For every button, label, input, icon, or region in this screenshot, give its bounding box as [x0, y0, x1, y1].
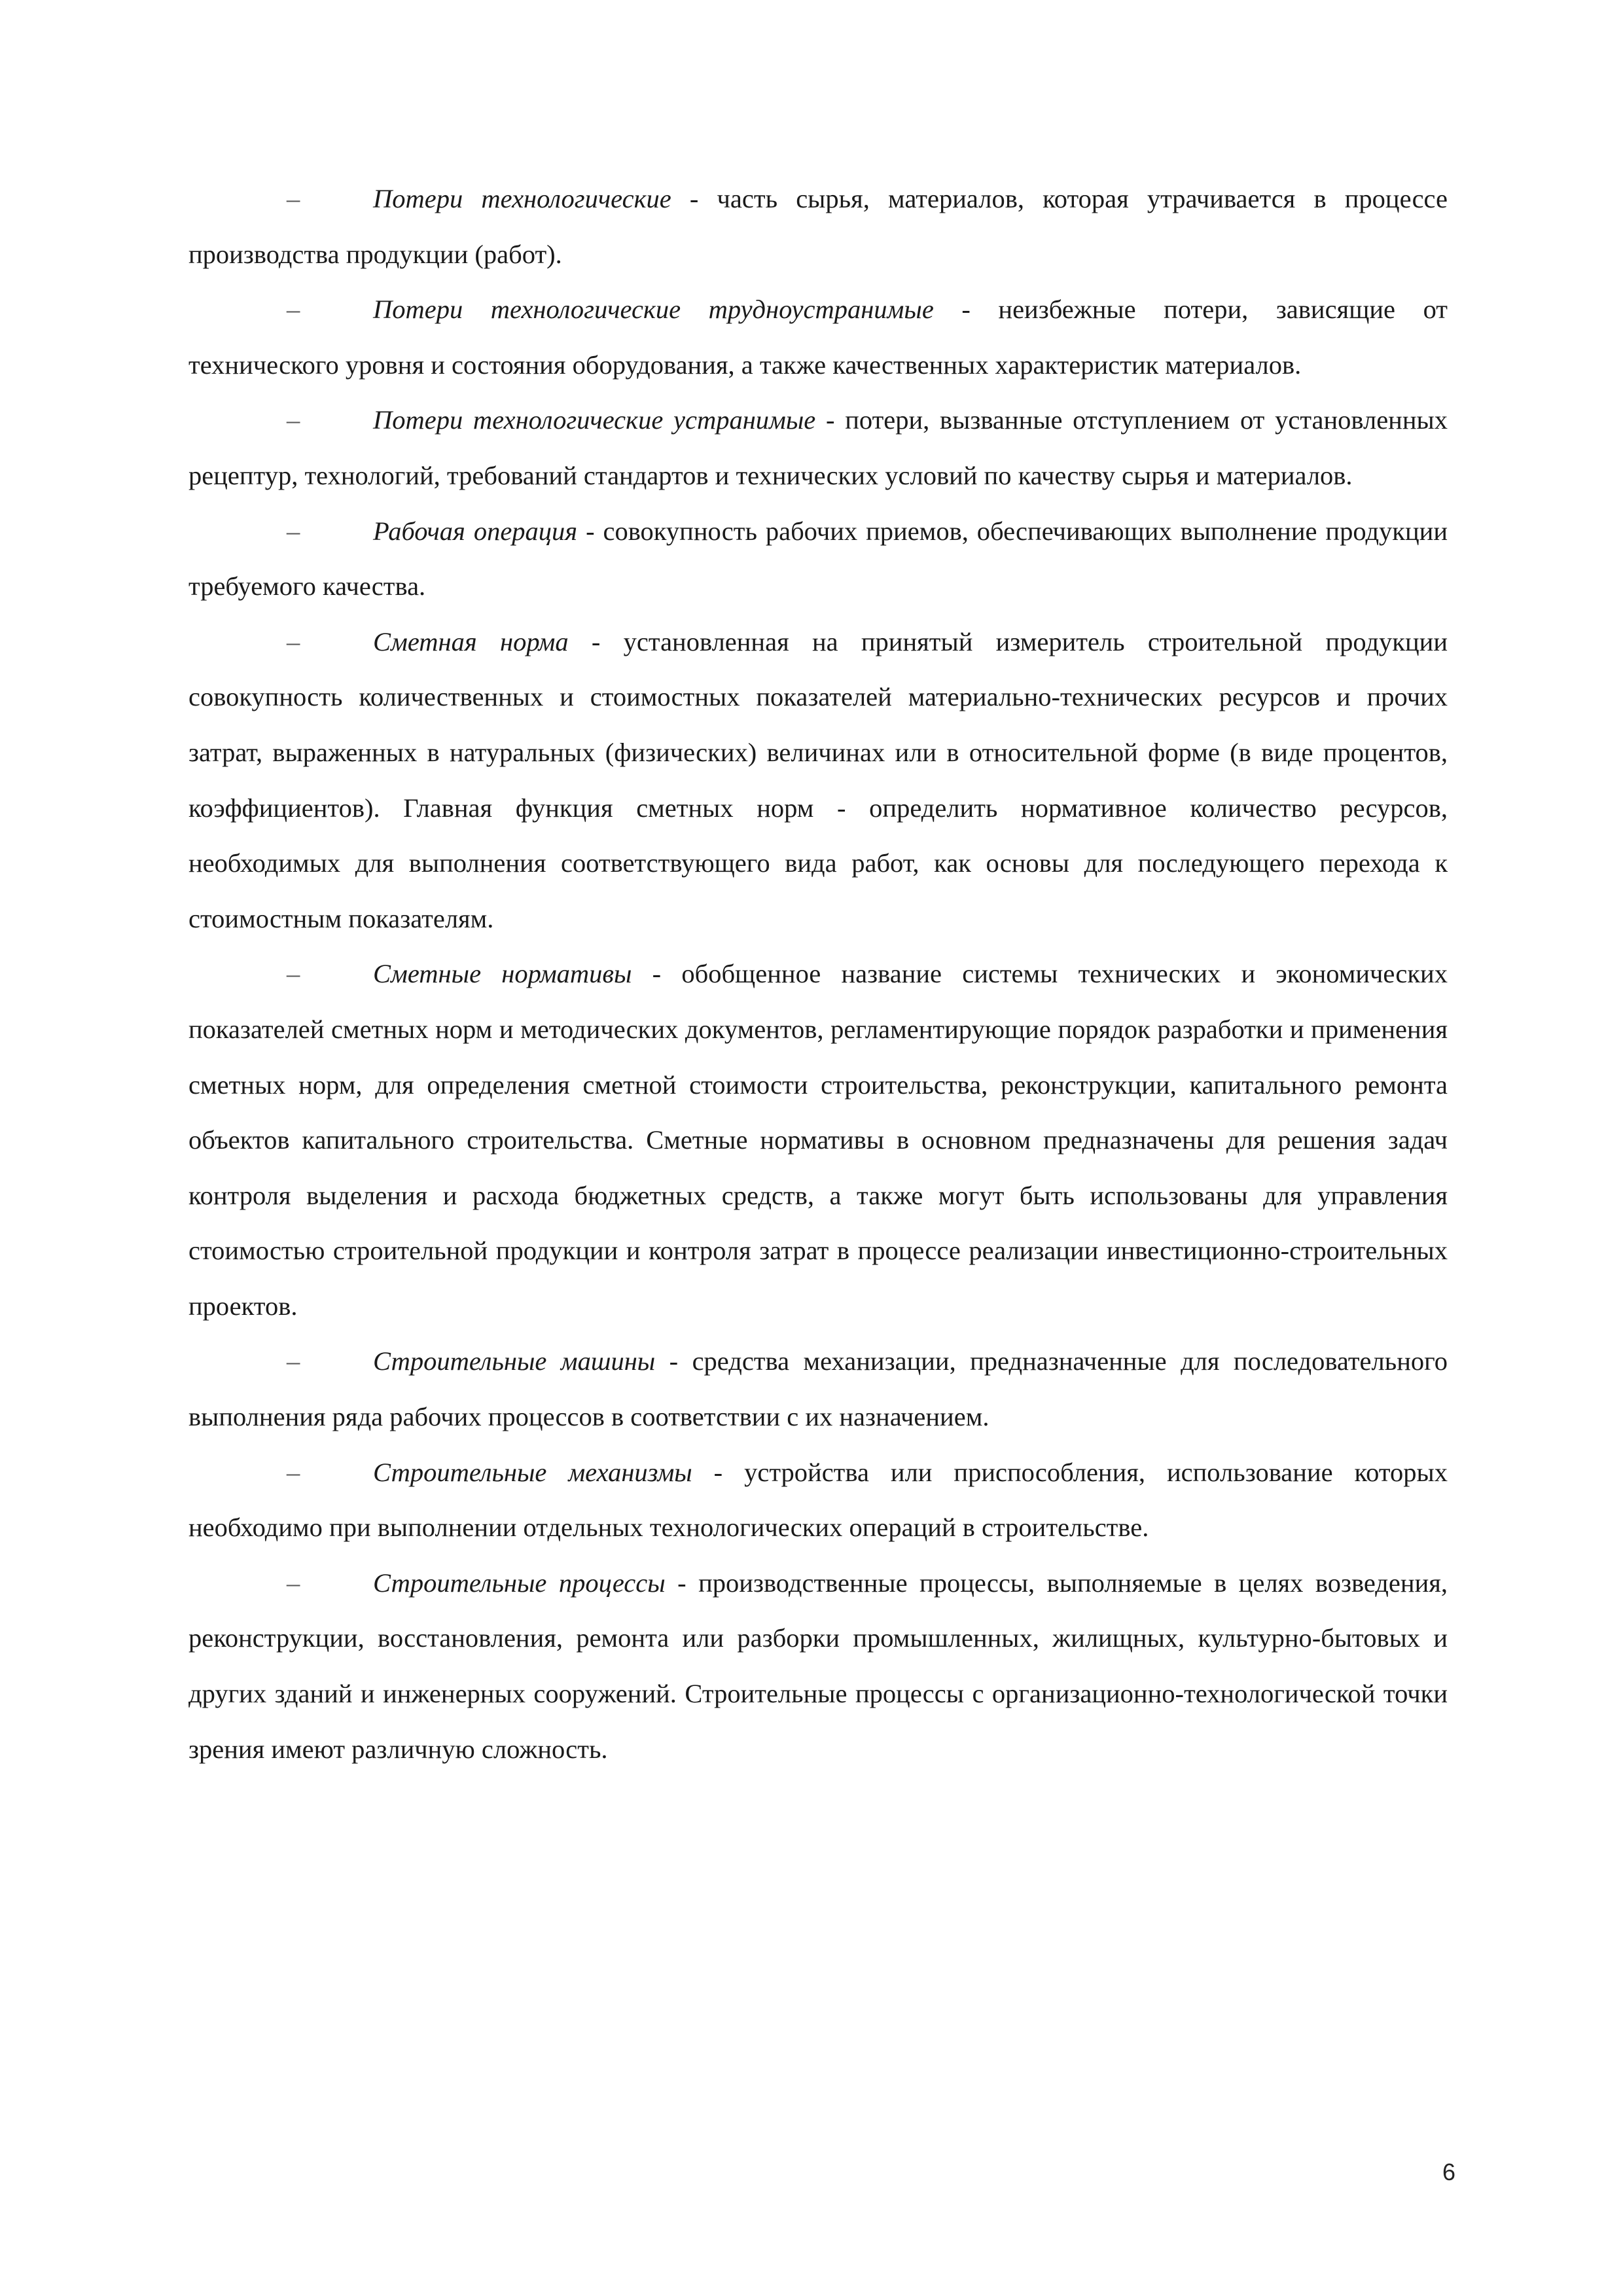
glossary-entry-technological-losses [188, 171, 1448, 282]
glossary-term: Сметные нормативы [373, 959, 632, 989]
glossary-term: Рабочая операция [373, 516, 578, 546]
glossary-definition: - потери, вызванные отступлением от установленных рецептур, технологий, требований стандартов и технических условий по качеству сырья и материалов. [188, 405, 1448, 490]
glossary-term: Строительные процессы [373, 1568, 666, 1598]
glossary-definition: - неизбежные потери, зависящие от технического уровня и состояния оборудования, а также качественных характеристик материалов. [188, 295, 1448, 380]
glossary-term: Строительные механизмы [373, 1457, 692, 1487]
glossary-body [188, 171, 1448, 1777]
list-dash: – [287, 295, 300, 325]
glossary-entry-removable-losses [188, 393, 1448, 503]
glossary-term: Сметная норма [373, 626, 569, 656]
glossary-term: Потери технологические [373, 184, 671, 213]
glossary-definition: - обобщенное название системы технических и экономических показателей сметных норм и методических документов, регламентирующие порядок разработки и применения сметных норм, для определения сметной стоимости строительства, реконструкции, капитального ремонта объектов капитального строительства. Сметные нормативы в основном предназначены для решения задач контроля выделения и расхода бюджетных средств, а также могут быть использованы для управления стоимостью строительной продукции и контроля затрат в процессе реализации инвестиционно-строительных проектов. [188, 959, 1448, 1321]
glossary-term: Потери технологические устранимые [373, 405, 816, 435]
glossary-term: Потери технологические трудноустранимые [373, 295, 934, 325]
glossary-entry-construction-mechanisms [188, 1445, 1448, 1556]
list-dash: – [287, 1457, 300, 1487]
glossary-entry-hard-to-remove-losses [188, 282, 1448, 393]
list-dash: – [287, 405, 300, 435]
glossary-entry-work-operation [188, 504, 1448, 615]
glossary-definition: - совокупность рабочих приемов, обеспечивающих выполнение продукции требуемого качества. [188, 516, 1448, 601]
glossary-definition: - производственные процессы, выполняемые в целях возведения, реконструкции, восстановления, ремонта или разборки промышленных, жилищных, культурно-бытовых и других зданий и инженерных сооружений. Строительные процессы с организационно-технологической точки зрения имеют различную сложность. [188, 1568, 1448, 1764]
list-dash: – [287, 516, 300, 546]
glossary-definition: - устройства или приспособления, использование которых необходимо при выполнении отдельных технологических операций в строительстве. [188, 1457, 1448, 1543]
glossary-term: Строительные машины [373, 1346, 656, 1376]
glossary-definition: - средства механизации, предназначенные для последовательного выполнения ряда рабочих процессов в соответствии с их назначением. [188, 1346, 1448, 1432]
glossary-entry-construction-processes [188, 1556, 1448, 1777]
glossary-entry-estimate-standards [188, 946, 1448, 1334]
list-dash: – [287, 959, 300, 989]
list-dash: – [287, 1568, 300, 1598]
list-dash: – [287, 184, 300, 213]
glossary-entry-estimate-norm [188, 615, 1448, 947]
glossary-definition: - часть сырья, материалов, которая утрачивается в процессе производства продукции (работ). [188, 184, 1448, 269]
list-dash: – [287, 1346, 300, 1376]
glossary-definition: - установленная на принятый измеритель строительной продукции совокупность количественных и стоимостных показателей материально-технических ресурсов и прочих затрат, выраженных в натуральных (физических) величинах или в относительной форме (в виде процентов, коэффициентов). Главная функция сметных норм - определить нормативное количество ресурсов, необходимых для выполнения соответствующего вида работ, как основы для последующего перехода к стоимостным показателям. [188, 626, 1448, 933]
list-dash: – [287, 626, 300, 656]
page-number: 6 [1442, 2159, 1455, 2185]
glossary-entry-construction-machines [188, 1334, 1448, 1444]
